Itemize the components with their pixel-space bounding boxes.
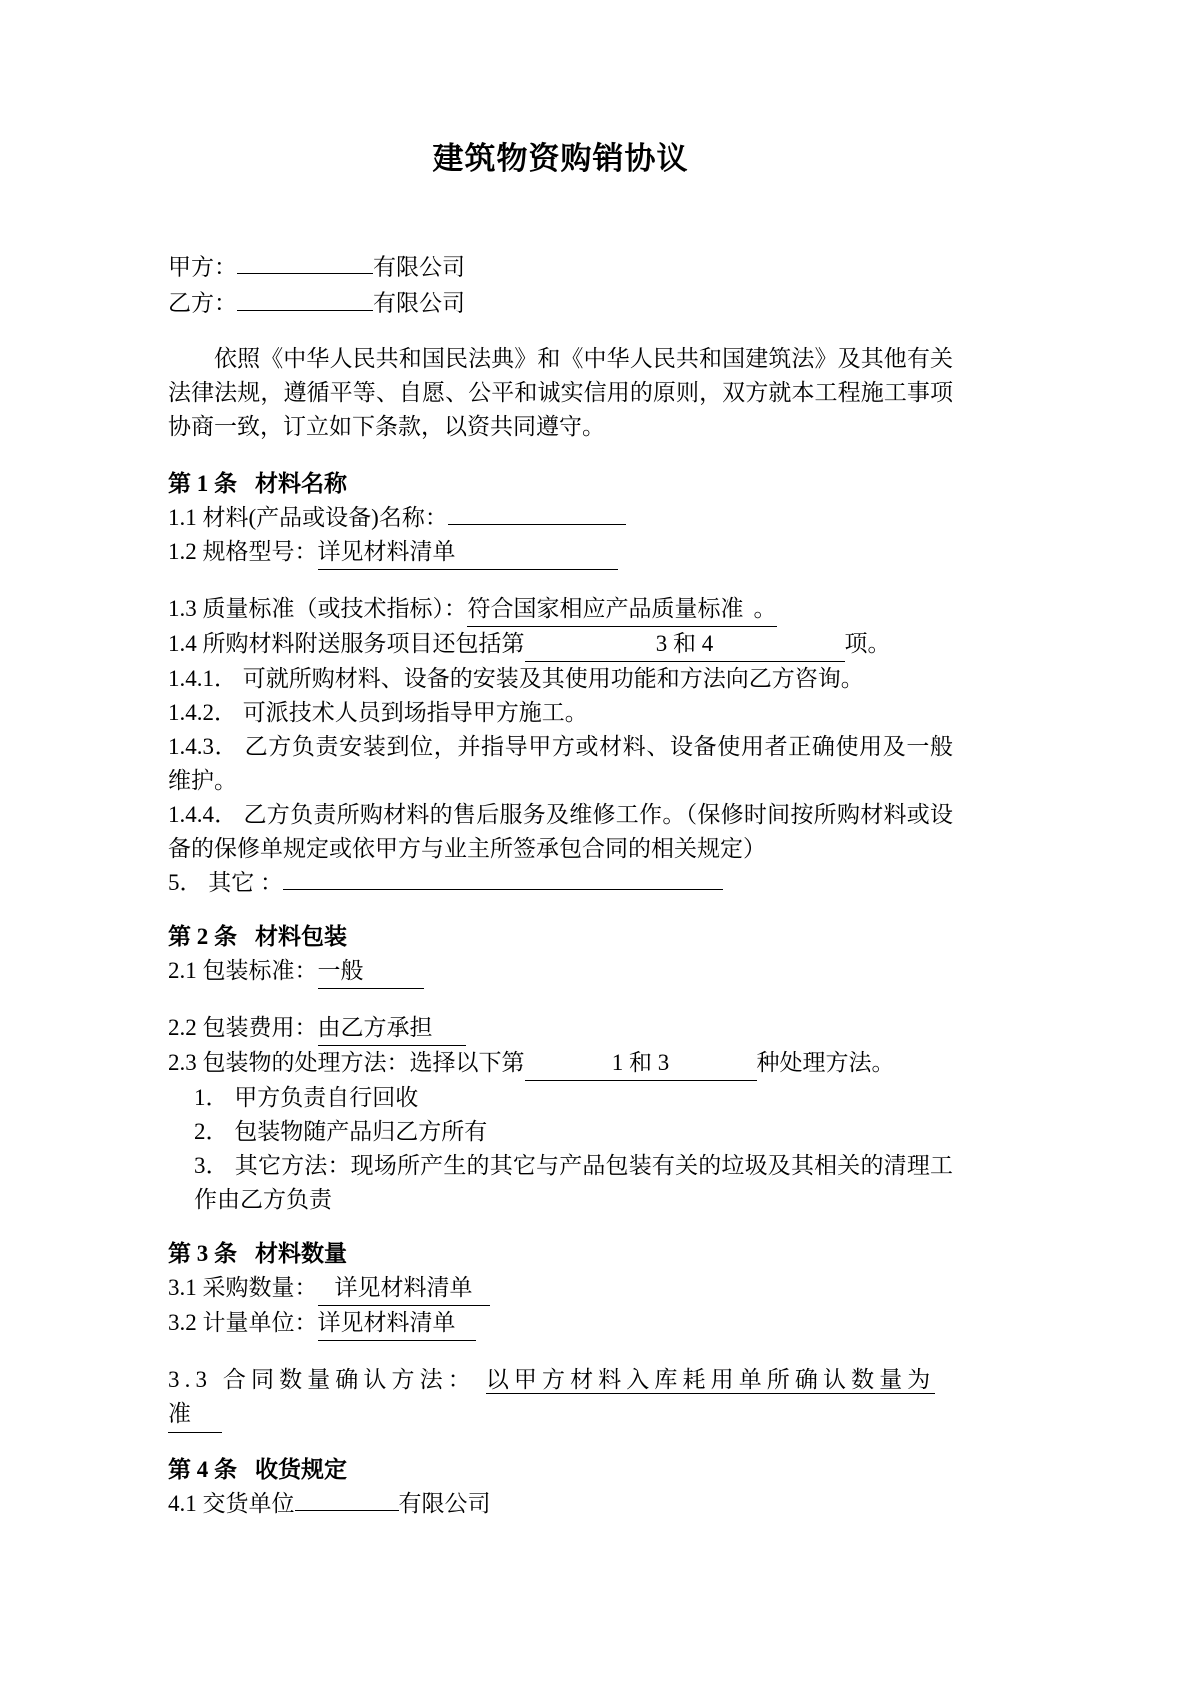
item-1-5-blank[interactable] bbox=[283, 889, 723, 890]
document-content bbox=[168, 0, 953, 1521]
party-a-label: 甲方： bbox=[168, 254, 237, 280]
item-4-1 bbox=[168, 1487, 953, 1521]
item-1-4-2: 1.4.2． 可派技术人员到场指导甲方施工。 bbox=[168, 699, 588, 725]
party-a-blank[interactable] bbox=[237, 247, 373, 274]
item-3-3-blank-cont[interactable]: 准 bbox=[168, 1397, 222, 1433]
item-3-3 bbox=[168, 1363, 953, 1397]
party-b-suffix: 有限公司 bbox=[373, 290, 465, 316]
article-3-heading bbox=[168, 1237, 953, 1271]
page-title: 建筑物资购销协议 bbox=[432, 141, 689, 176]
item-1-5 bbox=[168, 866, 953, 900]
item-3-1-blank[interactable]: 详见材料清单 bbox=[318, 1271, 490, 1306]
item-2-1-label: 2.1 包装标准： bbox=[168, 957, 318, 983]
item-1-1-blank[interactable] bbox=[448, 524, 626, 525]
item-2-3-prefix: 2.3 包装物的处理方法：选择以下第 bbox=[168, 1049, 525, 1075]
party-b-line bbox=[168, 283, 953, 319]
item-3-3-blank[interactable]: 以甲方材料入库耗用单所确认数量为 bbox=[485, 1366, 936, 1392]
article-3-title: 材料数量 bbox=[255, 1240, 347, 1266]
item-1-4-prefix: 1.4 所购材料附送服务项目还包括第 bbox=[168, 630, 525, 656]
list-item: 3． 其它方法：现场所产生的其它与产品包装有关的垃圾及其相关的清理工作由乙方负责 bbox=[194, 1152, 953, 1212]
item-3-2 bbox=[168, 1306, 953, 1341]
item-4-1-label: 4.1 交货单位 bbox=[168, 1490, 295, 1516]
item-1-4-4: 1.4.4． 乙方负责所购材料的售后服务及维修工作。（保修时间按所购材料或设备的保修单规定或依甲方与业主所签承包合同的相关规定） bbox=[168, 801, 953, 861]
item-1-2 bbox=[168, 535, 953, 570]
intro-paragraph: 依照《中华人民共和国民法典》和《中华人民共和国建筑法》及其他有关法律法规，遵循平等、自愿、公平和诚实信用的原则，双方就本工程施工事项协商一致，订立如下条款，以资共同遵守。 bbox=[168, 345, 953, 439]
article-4-heading bbox=[168, 1453, 953, 1487]
item-1-4-suffix: 项。 bbox=[844, 630, 891, 656]
parties-block bbox=[168, 247, 953, 320]
list-item: 2． 包装物随产品归乙方所有 bbox=[194, 1118, 488, 1144]
party-a-line bbox=[168, 247, 953, 283]
item-3-1 bbox=[168, 1271, 953, 1306]
item-1-3-value: 符合国家相应产品质量标准 bbox=[467, 595, 744, 621]
item-3-1-label: 3.1 采购数量： bbox=[168, 1274, 318, 1300]
article-1-heading bbox=[168, 467, 953, 501]
list-item: 1． 甲方负责自行回收 bbox=[194, 1084, 419, 1110]
item-2-2-blank[interactable]: 由乙方承担 bbox=[318, 1011, 466, 1046]
item-2-3 bbox=[168, 1046, 953, 1081]
party-b-label: 乙方： bbox=[168, 290, 237, 316]
article-1-title: 材料名称 bbox=[255, 470, 347, 496]
article-1-number: 第 1 条 bbox=[168, 470, 237, 496]
article-4-title: 收货规定 bbox=[255, 1456, 347, 1482]
item-1-5-label: 5． 其它 ： bbox=[168, 869, 283, 895]
item-2-2 bbox=[168, 1011, 953, 1046]
item-1-3-period: 。 bbox=[753, 595, 777, 621]
item-3-2-label: 3.2 计量单位： bbox=[168, 1309, 318, 1335]
item-1-3-blank[interactable] bbox=[467, 592, 777, 627]
article-4-number: 第 4 条 bbox=[168, 1456, 237, 1482]
item-2-2-label: 2.2 包装费用： bbox=[168, 1014, 318, 1040]
item-1-3-label: 1.3 质量标准（或技术指标）： bbox=[168, 595, 467, 621]
item-1-1 bbox=[168, 501, 953, 535]
item-1-4-1: 1.4.1． 可就所购材料、设备的安装及其使用功能和方法向乙方咨询。 bbox=[168, 665, 864, 691]
item-1-2-label: 1.2 规格型号： bbox=[168, 538, 318, 564]
item-2-1-blank[interactable]: 一般 bbox=[318, 954, 424, 989]
article-2-heading bbox=[168, 920, 953, 954]
item-4-1-suffix: 有限公司 bbox=[398, 1490, 491, 1516]
party-a-suffix: 有限公司 bbox=[373, 254, 465, 280]
party-b-blank[interactable] bbox=[237, 283, 373, 310]
item-3-3-label: 3.3 合同数量确认方法： bbox=[168, 1366, 476, 1392]
item-1-4-3: 1.4.3． 乙方负责安装到位，并指导甲方或材料、设备使用者正确使用及一般维护。 bbox=[168, 733, 953, 793]
item-1-4 bbox=[168, 627, 953, 662]
item-2-3-suffix: 种处理方法。 bbox=[756, 1049, 895, 1075]
item-3-3-continued bbox=[168, 1397, 953, 1433]
article-3-number: 第 3 条 bbox=[168, 1240, 237, 1266]
article-2-title: 材料包装 bbox=[255, 923, 347, 949]
item-2-1 bbox=[168, 954, 953, 989]
item-3-2-blank[interactable]: 详见材料清单 bbox=[318, 1306, 476, 1341]
item-1-1-label: 1.1 材料(产品或设备)名称： bbox=[168, 504, 448, 530]
item-1-4-blank[interactable]: 3 和 4 bbox=[525, 627, 845, 662]
item-2-3-blank[interactable]: 1 和 3 bbox=[525, 1046, 757, 1081]
article-2-number: 第 2 条 bbox=[168, 923, 237, 949]
item-4-1-blank[interactable] bbox=[295, 1510, 399, 1511]
item-1-3 bbox=[168, 592, 953, 627]
item-1-2-blank[interactable]: 详见材料清单 bbox=[318, 535, 618, 570]
